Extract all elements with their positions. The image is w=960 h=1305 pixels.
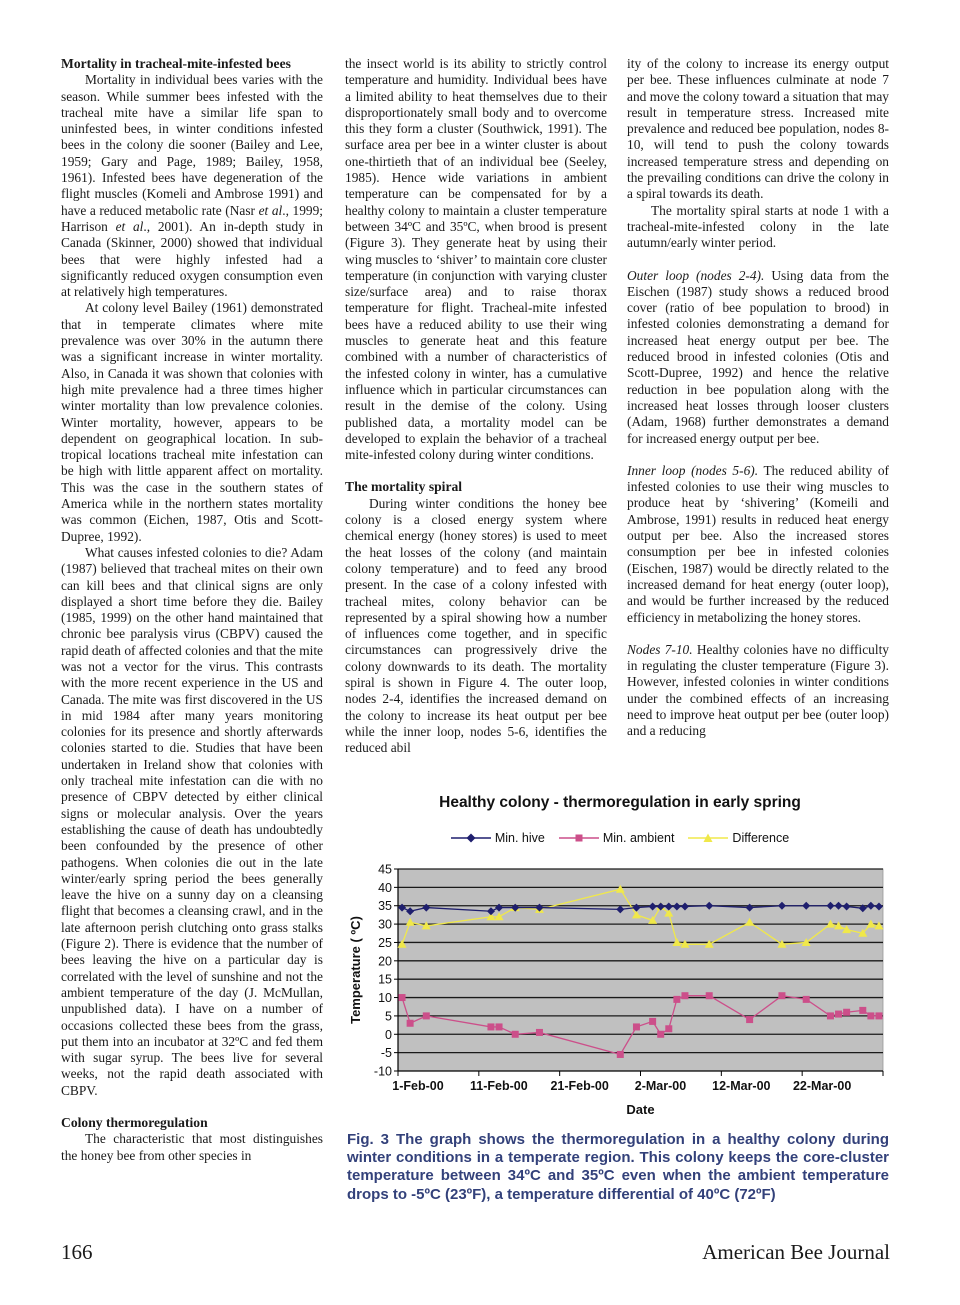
paragraph-text: ., 1999; Harrison: [61, 202, 324, 234]
y-tick-label: 20: [378, 954, 392, 969]
paragraph-outer-loop: [627, 268, 889, 447]
figure-caption: Fig. 3 The graph shows the thermoregulation in a healthy colony during winter conditions in a temperate region. This colony keeps the core-cluster temperature between 34ºC and 35ºC even when the ambient temperature drops to -5ºC (23ºF), a temperature differential of 40ºC (72ºF): [347, 1131, 889, 1203]
chart-title: Healthy colony - thermoregulation in early spring: [439, 794, 801, 811]
plot-area: [398, 869, 883, 1071]
y-tick-label: 45: [378, 862, 392, 877]
paragraph-text: ., 2001). An in-depth study in Canada (Skinner, 2000) showed that individual bees that were highly infested had a significantly reduced oxygen consumption even at relatively high temperatures.: [61, 218, 323, 300]
paragraph-italic: Nodes 7-10.: [627, 641, 693, 657]
x-tick-label: 2-Mar-00: [634, 1079, 687, 1093]
paragraph: The characteristic that most distinguishes the honey bee from other species in: [61, 1131, 323, 1163]
text-column-left: [61, 56, 323, 1164]
y-tick-label: 5: [385, 1009, 392, 1024]
page-number: 166: [61, 1240, 93, 1264]
paragraph-italic: et al: [115, 218, 144, 234]
y-tick-label: 30: [378, 917, 392, 932]
paragraph-text: Healthy colonies have no difficulty in regulating the cluster temperature (Figure 3). However, infested colonies in winter conditions under the combined effects of an increasing need to improve heat output per bee (outer loop) and a reducing: [627, 641, 890, 739]
y-tick-label: 10: [378, 991, 392, 1006]
paragraph-text: The reduced ability of infested colonies to use their wing muscles to produce heat by ‘shivering’ (Komeili and Ambrose, 1991) results in reduced heat energy output per bee. Also the increased stores consumption per bee in infested colonies (Eischen, 1987) would be directly related to the increased demand for heat energy (outer loop), and would be further increased by the reduced efficiency in metabolizing the honey stores.: [627, 462, 889, 625]
paragraph: the insect world is its ability to strictly control temperature and humidity. Individual bees have a limited ability to heat themselves due to their disproportionately small body and to overcome this they form a cluster (Southwick, 1991). The surface area per bee in a winter cluster is about one-thirtieth that of an individual bee (Seeley, 1985). Hence wide variations in ambient temperature can be compensated for by a healthy colony to maintain a cluster temperature between 34ºC and 35ºC, when brood is present (Figure 3). They generate heat by using their wing muscles to ‘shiver’ to maintain core cluster temperature (in conjunction with varying cluster size/surface area) and to raise thorax temperature for flight. Tracheal-mite infested bees have a reduced ability to use their wing muscles to generate heat and this feature combined with a number of characteristics of the infested colony in winter, has a cumulative influence which in particular circumstances can result in the demise of the colony. Using published data, a mortality model can be developed to explain the behavior of a tracheal mite-infested colony during winter conditions.: [345, 56, 607, 463]
y-tick-label: 35: [378, 899, 392, 914]
x-tick-label: 11-Feb-00: [469, 1079, 528, 1093]
paragraph-italic: Outer loop (nodes 2-4).: [627, 267, 765, 283]
section-heading-mortality: Mortality in tracheal-mite-infested bees: [61, 56, 291, 71]
paragraph: What causes infested colonies to die? Adam (1987) believed that tracheal mites on their own can kill bees and that clinical signs are only displayed a short time before they die. Bailey (1985, 1999) on the other hand maintained that chronic bee paralysis virus (CBPV) caused the rapid death of affected colonies and that the mite was not a vector for the virus. This contrasts with the more recent experience in the US and Canada. The mite was first discovered in the US in mid 1984 after many years monitoring colonies for its presence and shortly afterwards colonies started to die. Studies that have been undertaken in Ireland show that colonies with only tracheal mite infestation can die with no presence of CBPV detected by either clinical signs or molecular analysis. Over the years establishing the cause of death has undoubtedly been confounded by the presence of other pathogens. When colonies die out in the late winter/early spring period the bees generally leave the hive on a sunny day on a cleansing flight that becomes a cleansing crawl, and in the late afternoon perish clutching onto grass stalks (Figure 2). There is evidence that the number of bees leaving the hive on a particular day is correlated with the level of sunshine and not the ambient temperature of the day (J. McMullan, unpublished data). I have on a number of occasions collected these bees from the grass, put them into an incubator at 32ºC and fed them with sugar syrup. The bees live for several weeks, not the rapid death associated with CBPV.: [61, 544, 323, 1098]
y-tick-label: 0: [385, 1027, 392, 1042]
y-tick-label: 25: [378, 935, 392, 950]
journal-name: American Bee Journal: [702, 1240, 890, 1264]
section-heading-mortality-spiral: The mortality spiral: [345, 479, 463, 495]
paragraph: The mortality spiral starts at node 1 with a tracheal-mite-infested colony in the late autumn/early winter period.: [627, 202, 889, 251]
figure-3-chart: [342, 790, 898, 1122]
paragraph-text: Mortality in individual bees varies with the season. While summer bees infested with the tracheal mite have a similar life span to uninfested bees, in winter conditions infested bees in the colony die sooner (Bailey and Lee, 1959; Gary and Page, 1989; Bailey, 1958, 1961). Infested bees have degeneration of the flight muscles (Komeli and Ambrose 1991) and have a reduced metabolic rate (Nasr: [61, 72, 323, 218]
paragraph: At colony level Bailey (1961) demonstrated that in temperate climates where mite prevalence was over 30% in the autumn there was a significant increase in winter mortality. Also, in Canada it was shown that colonies with high mite prevalence had a three times higher winter mortality than low prevalence colonies. Winter mortality, however, appears to be dependent on geographical location. In sub-tropical locations tracheal mite infestation can be high with little apparent affect on mortality. This was the case in the southern states of America while in the northern states mortality was common (Eichen, 1987, Otis and Scott-Dupree, 1992).: [61, 300, 323, 544]
y-axis-label: Temperature ( ºC): [348, 916, 363, 1024]
paragraph: During winter conditions the honey bee colony is a closed energy system where chemical energy (honey stores) is used to meet the heat losses of the colony (and maintain colony temperature) and to feed any brood present. In the case of a colony infested with tracheal mites, colony behavior can be represented by a spiral showing how a number of influences come together, and in specific circumstances can progressively drive the colony downwards to its death. The mortality spiral is shown in Figure 4. The outer loop, nodes 2-4, identifies the increased demand on the colony to increase its heat output per bee while the inner loop, nodes 5-6, identifies the reduced abil: [345, 495, 607, 756]
paragraph-nodes: [627, 642, 889, 740]
x-tick-label: 21-Feb-00: [550, 1079, 609, 1093]
paragraph-text: Using data from the Eischen (1987) study shows a reduced brood cover (ratio of bee population to brood) in infested colonies demonstrating a demand for increased heat energy output per bee. The reduced brood in infested colonies (Otis and Scott-Dupree, 1992) and hence the relative reduction in bee population along with the increased heat losses through looser clusters (Adam, 1968) further demonstrates a demand for increased energy output per bee.: [627, 267, 890, 446]
legend-label: Min. ambient: [602, 831, 675, 845]
y-tick-label: -10: [373, 1064, 392, 1079]
paragraph-italic: et al: [258, 202, 283, 218]
paragraph-italic: Inner loop (nodes 5-6).: [627, 462, 759, 478]
text-column-right: [627, 56, 889, 740]
chart-plot: [342, 790, 898, 1122]
paragraph: ity of the colony to increase its energy output per bee. These influences culminate at node 7 and move the colony toward a situation that may result in temperature stress. Increased mite prevalence and reduced bee population, nodes 8-10, will tend to push the colony towards increased temperature stress and depending on the prevailing conditions can drive the colony in a spiral towards its death.: [627, 56, 889, 202]
section-heading-thermoregulation: Colony thermoregulation: [61, 1115, 208, 1130]
paragraph: [61, 72, 323, 300]
y-tick-label: -5: [380, 1046, 392, 1061]
y-tick-label: 15: [378, 972, 392, 987]
paragraph-inner-loop: [627, 463, 889, 626]
x-tick-label: 22-Mar-00: [792, 1079, 852, 1093]
text-column-middle: [345, 56, 607, 756]
legend-label: Difference: [732, 831, 790, 845]
x-tick-label: 12-Mar-00: [712, 1079, 771, 1093]
x-axis-label: Date: [626, 1102, 655, 1117]
x-tick-label: 1-Feb-00: [392, 1079, 444, 1093]
legend-label: Min. hive: [494, 831, 545, 845]
y-tick-label: 40: [378, 880, 392, 895]
